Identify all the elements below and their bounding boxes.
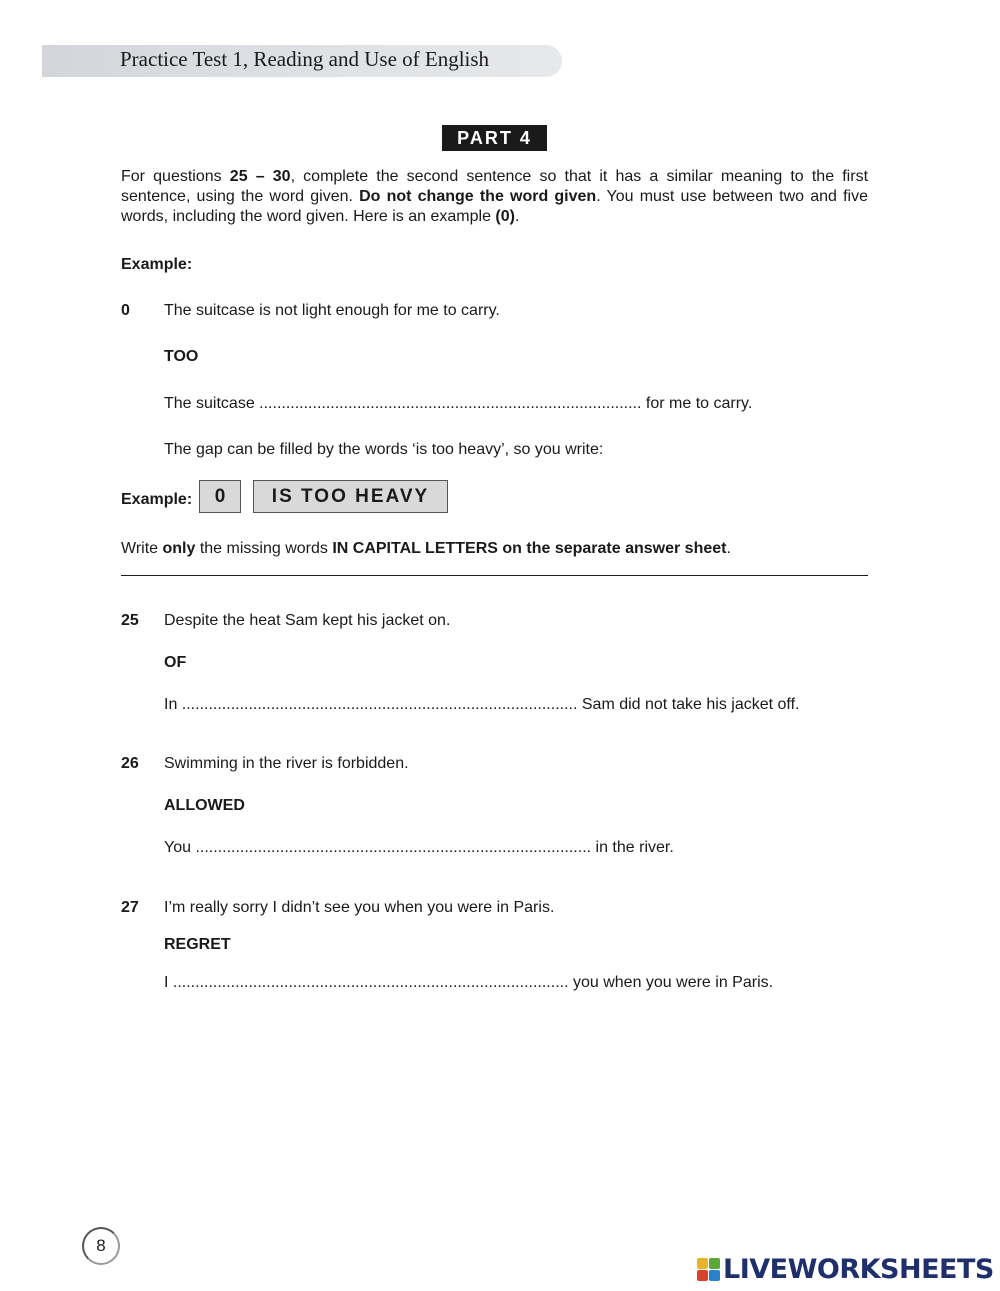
question-keyword: ALLOWED (164, 797, 245, 814)
example-ref: (0) (495, 208, 515, 225)
write-note-text: the missing words (195, 540, 333, 557)
instructions-text: . You must use between two and five words, including the word given. Here is an example (121, 188, 869, 225)
logo-blocks-icon (697, 1258, 720, 1281)
question-sentence: Despite the heat Sam kept his jacket on. (164, 612, 451, 629)
part-label: PART 4 (442, 125, 547, 151)
question-number: 25 (121, 612, 139, 629)
page-header-title: Practice Test 1, Reading and Use of English (120, 47, 490, 71)
question-keyword: REGRET (164, 936, 231, 953)
write-note-caps: IN CAPITAL LETTERS on the separate answer sheet (332, 540, 727, 557)
divider (121, 575, 868, 576)
question-number: 26 (121, 755, 139, 772)
rule-emphasis: Do not change the word given (359, 188, 597, 205)
example-explanation: The gap can be filled by the words ‘is too heavy’, so you write: (164, 441, 604, 458)
question-sentence: I’m really sorry I didn’t see you when you were in Paris. (164, 899, 555, 916)
example-heading: Example: (121, 256, 193, 273)
question-gapped-sentence: I ......................................................................................... you when you were in Paris. (164, 974, 774, 991)
instructions (121, 167, 868, 227)
write-note-text: Write (121, 540, 163, 557)
instructions-text: , complete the second sentence so that it has a similar meaning to the first sentence, using the word given. (121, 168, 869, 205)
example-answer-label: Example: (121, 491, 193, 508)
question-gapped-sentence: You ......................................................................................... in the river. (164, 839, 674, 856)
example-answer-number-box: 0 (199, 480, 241, 513)
instructions-text: For questions (121, 168, 230, 185)
write-note-text: . (726, 540, 731, 557)
example-sentence: The suitcase is not light enough for me to carry. (164, 302, 500, 319)
page-number: 8 (82, 1227, 120, 1265)
instructions-text: . (514, 208, 520, 225)
example-answer-box: IS TOO HEAVY (253, 480, 448, 513)
write-note (121, 539, 731, 559)
liveworksheets-logo (697, 1254, 994, 1284)
question-gapped-sentence: In ......................................................................................... Sam did not take his jacket off. (164, 696, 800, 713)
question-keyword: OF (164, 654, 187, 671)
write-note-only: only (162, 540, 196, 557)
example-number: 0 (121, 302, 130, 319)
question-number: 27 (121, 899, 139, 916)
question-range: 25 – 30 (229, 168, 291, 185)
question-sentence: Swimming in the river is forbidden. (164, 755, 409, 772)
example-keyword: TOO (164, 348, 199, 365)
logo-text: LIVEWORKSHEETS (723, 1253, 994, 1285)
example-gapped-sentence: The suitcase ...................................................................................... for me to carry. (164, 395, 753, 412)
